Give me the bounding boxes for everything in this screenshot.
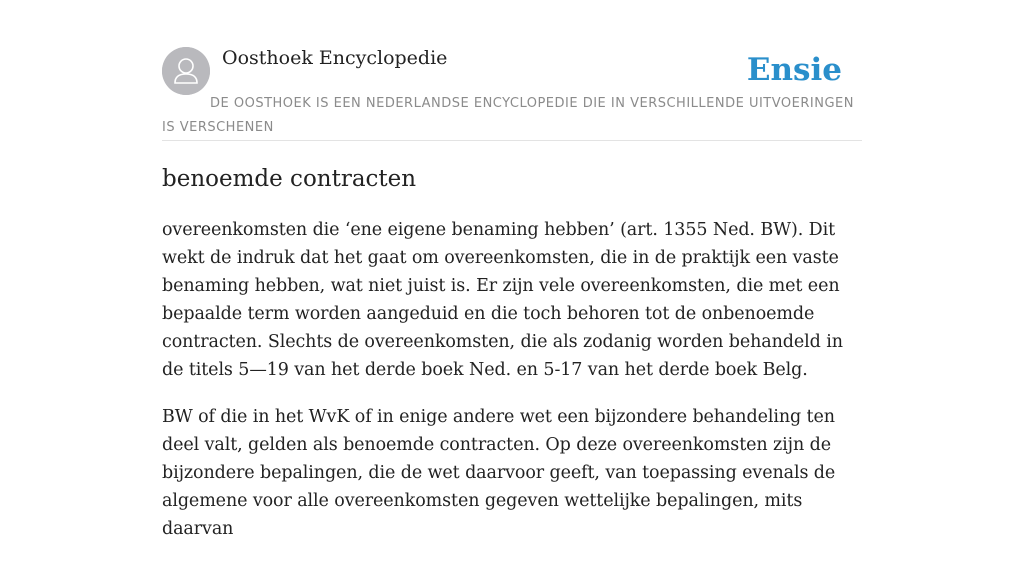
source-header	[162, 46, 862, 141]
article-paragraph: BW of die in het WvK of in enige andere wet een bijzondere behandeling ten deel valt, gelden als benoemde contracten. Op deze overeenkomsten zijn de bijzondere bepalingen, die de wet daarvoor geeft, van toepassing evenals de algemene voor alle overeenkomsten gegeven wettelijke bepalingen, mits daarvan	[162, 407, 836, 539]
article-paragraph: overeenkomsten die ‘ene eigene benaming hebben’ (art. 1355 Ned. BW). Dit wekt de indruk dat het gaat om overeenkomsten, die in de praktijk een vaste benaming hebben, wat niet juist is. Er zijn vele overeenkomsten, die met een bepaalde term worden aangeduid en die toch behoren tot de onbenoemde contracten. Slechts de overeenkomsten, die als zodanig worden behandeld in de titels 5—19 van het derde boek Ned. en 5-17 van het derde boek Belg.	[162, 220, 843, 380]
source-name-link[interactable]: Oosthoek Encyclopedie	[222, 47, 448, 69]
article-title: benoemde contracten	[162, 166, 417, 192]
user-avatar-icon[interactable]	[162, 47, 210, 95]
article-body	[162, 216, 864, 562]
brand-logo[interactable]: Ensie	[746, 52, 842, 88]
source-tagline: DE OOSTHOEK IS EEN NEDERLANDSE ENCYCLOPEDIE DIE IN VERSCHILLENDE UITVOERINGEN IS VERSCHENEN	[162, 96, 854, 135]
